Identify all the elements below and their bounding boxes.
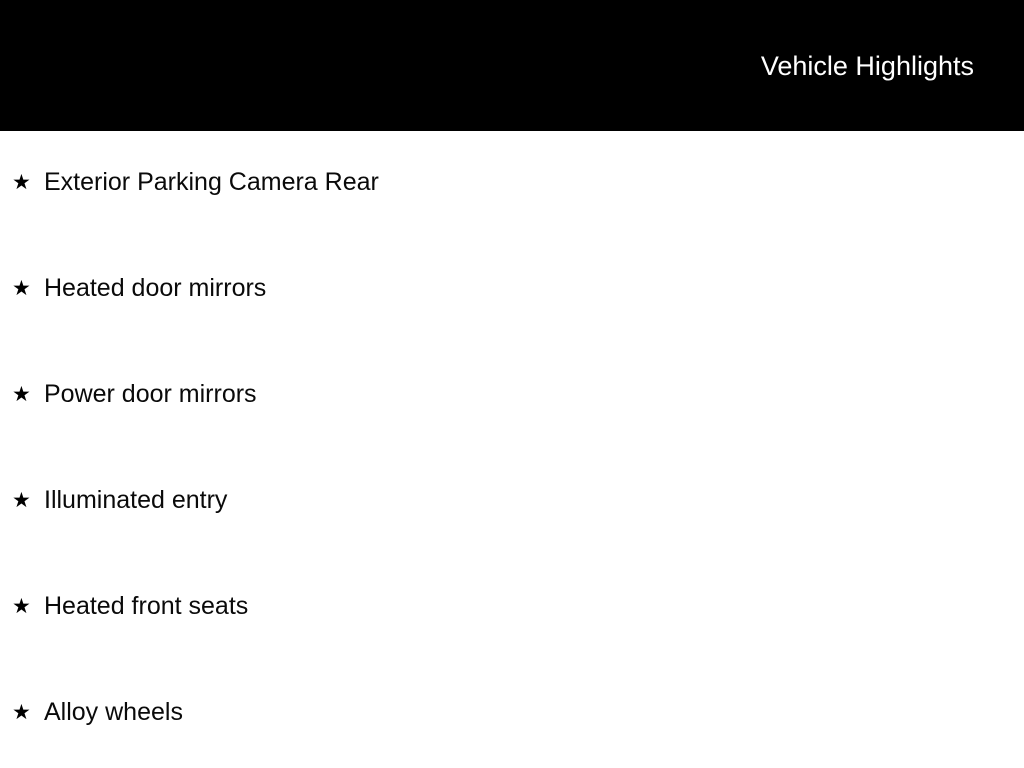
- list-item-label: Power door mirrors: [44, 380, 257, 408]
- list-item: [0, 555, 1024, 661]
- list-item: [0, 449, 1024, 555]
- star-icon: ★: [12, 170, 31, 194]
- list-item-label: Illuminated entry: [44, 486, 228, 514]
- page-title: Vehicle Highlights: [760, 51, 974, 81]
- list-item-label: Heated door mirrors: [44, 274, 267, 302]
- list-item-label: Alloy wheels: [44, 698, 183, 726]
- star-icon: ★: [12, 700, 31, 724]
- list-item: [0, 343, 1024, 449]
- list-item-label: Heated front seats: [44, 592, 249, 620]
- star-icon: ★: [12, 276, 31, 300]
- vehicle-highlights-list: [0, 131, 1024, 767]
- list-item: [0, 237, 1024, 343]
- list-item: [0, 661, 1024, 767]
- list-item: [0, 131, 1024, 237]
- list-item-label: Exterior Parking Camera Rear: [44, 168, 379, 196]
- header-bar: [0, 0, 1024, 131]
- star-icon: ★: [12, 594, 31, 618]
- star-icon: ★: [12, 488, 31, 512]
- star-icon: ★: [12, 382, 31, 406]
